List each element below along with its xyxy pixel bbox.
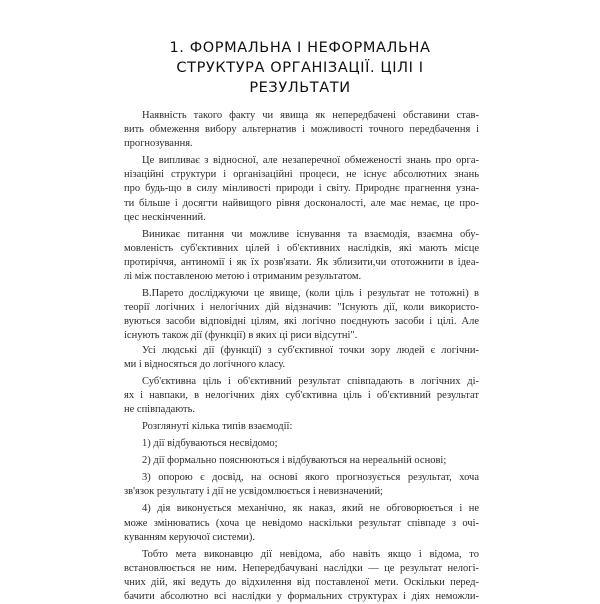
text-line: цес нескінченний. xyxy=(124,211,206,223)
text-line: теорії логічних і нелогічних дій відзначив: "Існують дії, коли використо- xyxy=(124,302,479,314)
text-line: зв'язок результату і дії не усвідомлюється і невизначений; xyxy=(124,486,383,498)
heading-line: РЕЗУЛЬТАТИ xyxy=(249,80,351,96)
text-line: мовленість суб'єктивних цілей і об'єктивних наслідків, які мають місце xyxy=(124,242,479,254)
body-text xyxy=(124,109,479,604)
heading-line: 1. ФОРМАЛЬНА І НЕФОРМАЛЬНА xyxy=(169,40,431,56)
text-line: Це випливає з відносної, але незаперечної обмеженості знань про орга- xyxy=(142,155,479,167)
text-line: лі між поставленою метою і отриманим результатом. xyxy=(124,271,362,283)
text-line: Суб'єктивна ціль і об'єктивний результат співпадають в логічних ді- xyxy=(142,375,479,387)
text-line: ях і навпаки, в нелогічних діях суб'єктивна ціль і об'єктивний результат xyxy=(124,389,479,401)
text-line: не співпадають. xyxy=(124,403,196,415)
text-line: встановлюється не ним. Непередбачувані наслідки — це результат нелогі- xyxy=(124,562,479,574)
text-line: може змінюватись (хоча це невідомо наскільки результат співпаде з очі- xyxy=(124,517,479,529)
text-line: Виникає питання чи можливе існування та взаємодія, взаємна обу- xyxy=(142,228,479,240)
text-line: Усі людські дії (функції) з суб'єктивної точки зору людей є логічни- xyxy=(142,344,479,356)
list-item: 4) дія виконується механічно, як наказ, який не обговорюється і не xyxy=(142,503,479,515)
text-line: чних дій, які ведуть до відхилення від поставленої мети. Оскільки перед- xyxy=(124,576,479,588)
heading-line: СТРУКТУРА ОРГАНІЗАЦІЇ. ЦІЛІ І xyxy=(176,60,424,76)
list-item: 1) дії відбуваються несвідомо; xyxy=(142,438,278,450)
text-line: Тобто мета виконавцю дії невідома, або навіть якщо і відома, то xyxy=(142,548,479,560)
text-line: існують також дії (функції) в яких ці риси відсутні". xyxy=(124,330,358,342)
text-line: вить обмеження вибору альтернатив і можливості точного передбачення і xyxy=(124,124,479,136)
section-heading xyxy=(150,38,450,98)
text-line: прогнозування. xyxy=(124,138,193,150)
text-line: бачити абсолютно всі наслідки у формальних структурах і діях неможли- xyxy=(124,591,479,602)
list-item: 2) дії формально пояснюються і відбуваються на нереальній основі; xyxy=(142,455,447,467)
text-line: куванням керуючої системи). xyxy=(124,531,255,543)
text-line: ти більше і досягти найвищого рівня досконалості, але має немає, це про- xyxy=(124,197,479,209)
text-line: протиріччя, антиномії і як їх розв'язати. Як зблизити,чи ототожнити в ідеа- xyxy=(124,256,479,268)
text-line: Наявність такого факту чи явища як непередбачені обставини став- xyxy=(142,110,479,121)
text-line: про будь-що в силу мінливості природи і світу. Природнє прагнення узна- xyxy=(124,183,479,195)
text-line: Розглянуті кілька типів взаємодії: xyxy=(142,420,293,432)
list-item: 3) опорою є досвід, на основі якого прогнозується результат, хоча xyxy=(142,472,479,484)
text-line: В.Парето досліджуючи це явище, (коли ціль і результат не тотожні) в xyxy=(142,288,479,300)
text-line: нізаційні структури і організаційні процеси, не існує абсолютних знань xyxy=(124,169,479,181)
text-line: вуються засоби відповідні цілям, які логічно поєднують засоби і цілі. Але xyxy=(124,316,479,328)
text-line: ми і відносяться до логічного класу. xyxy=(124,358,286,370)
